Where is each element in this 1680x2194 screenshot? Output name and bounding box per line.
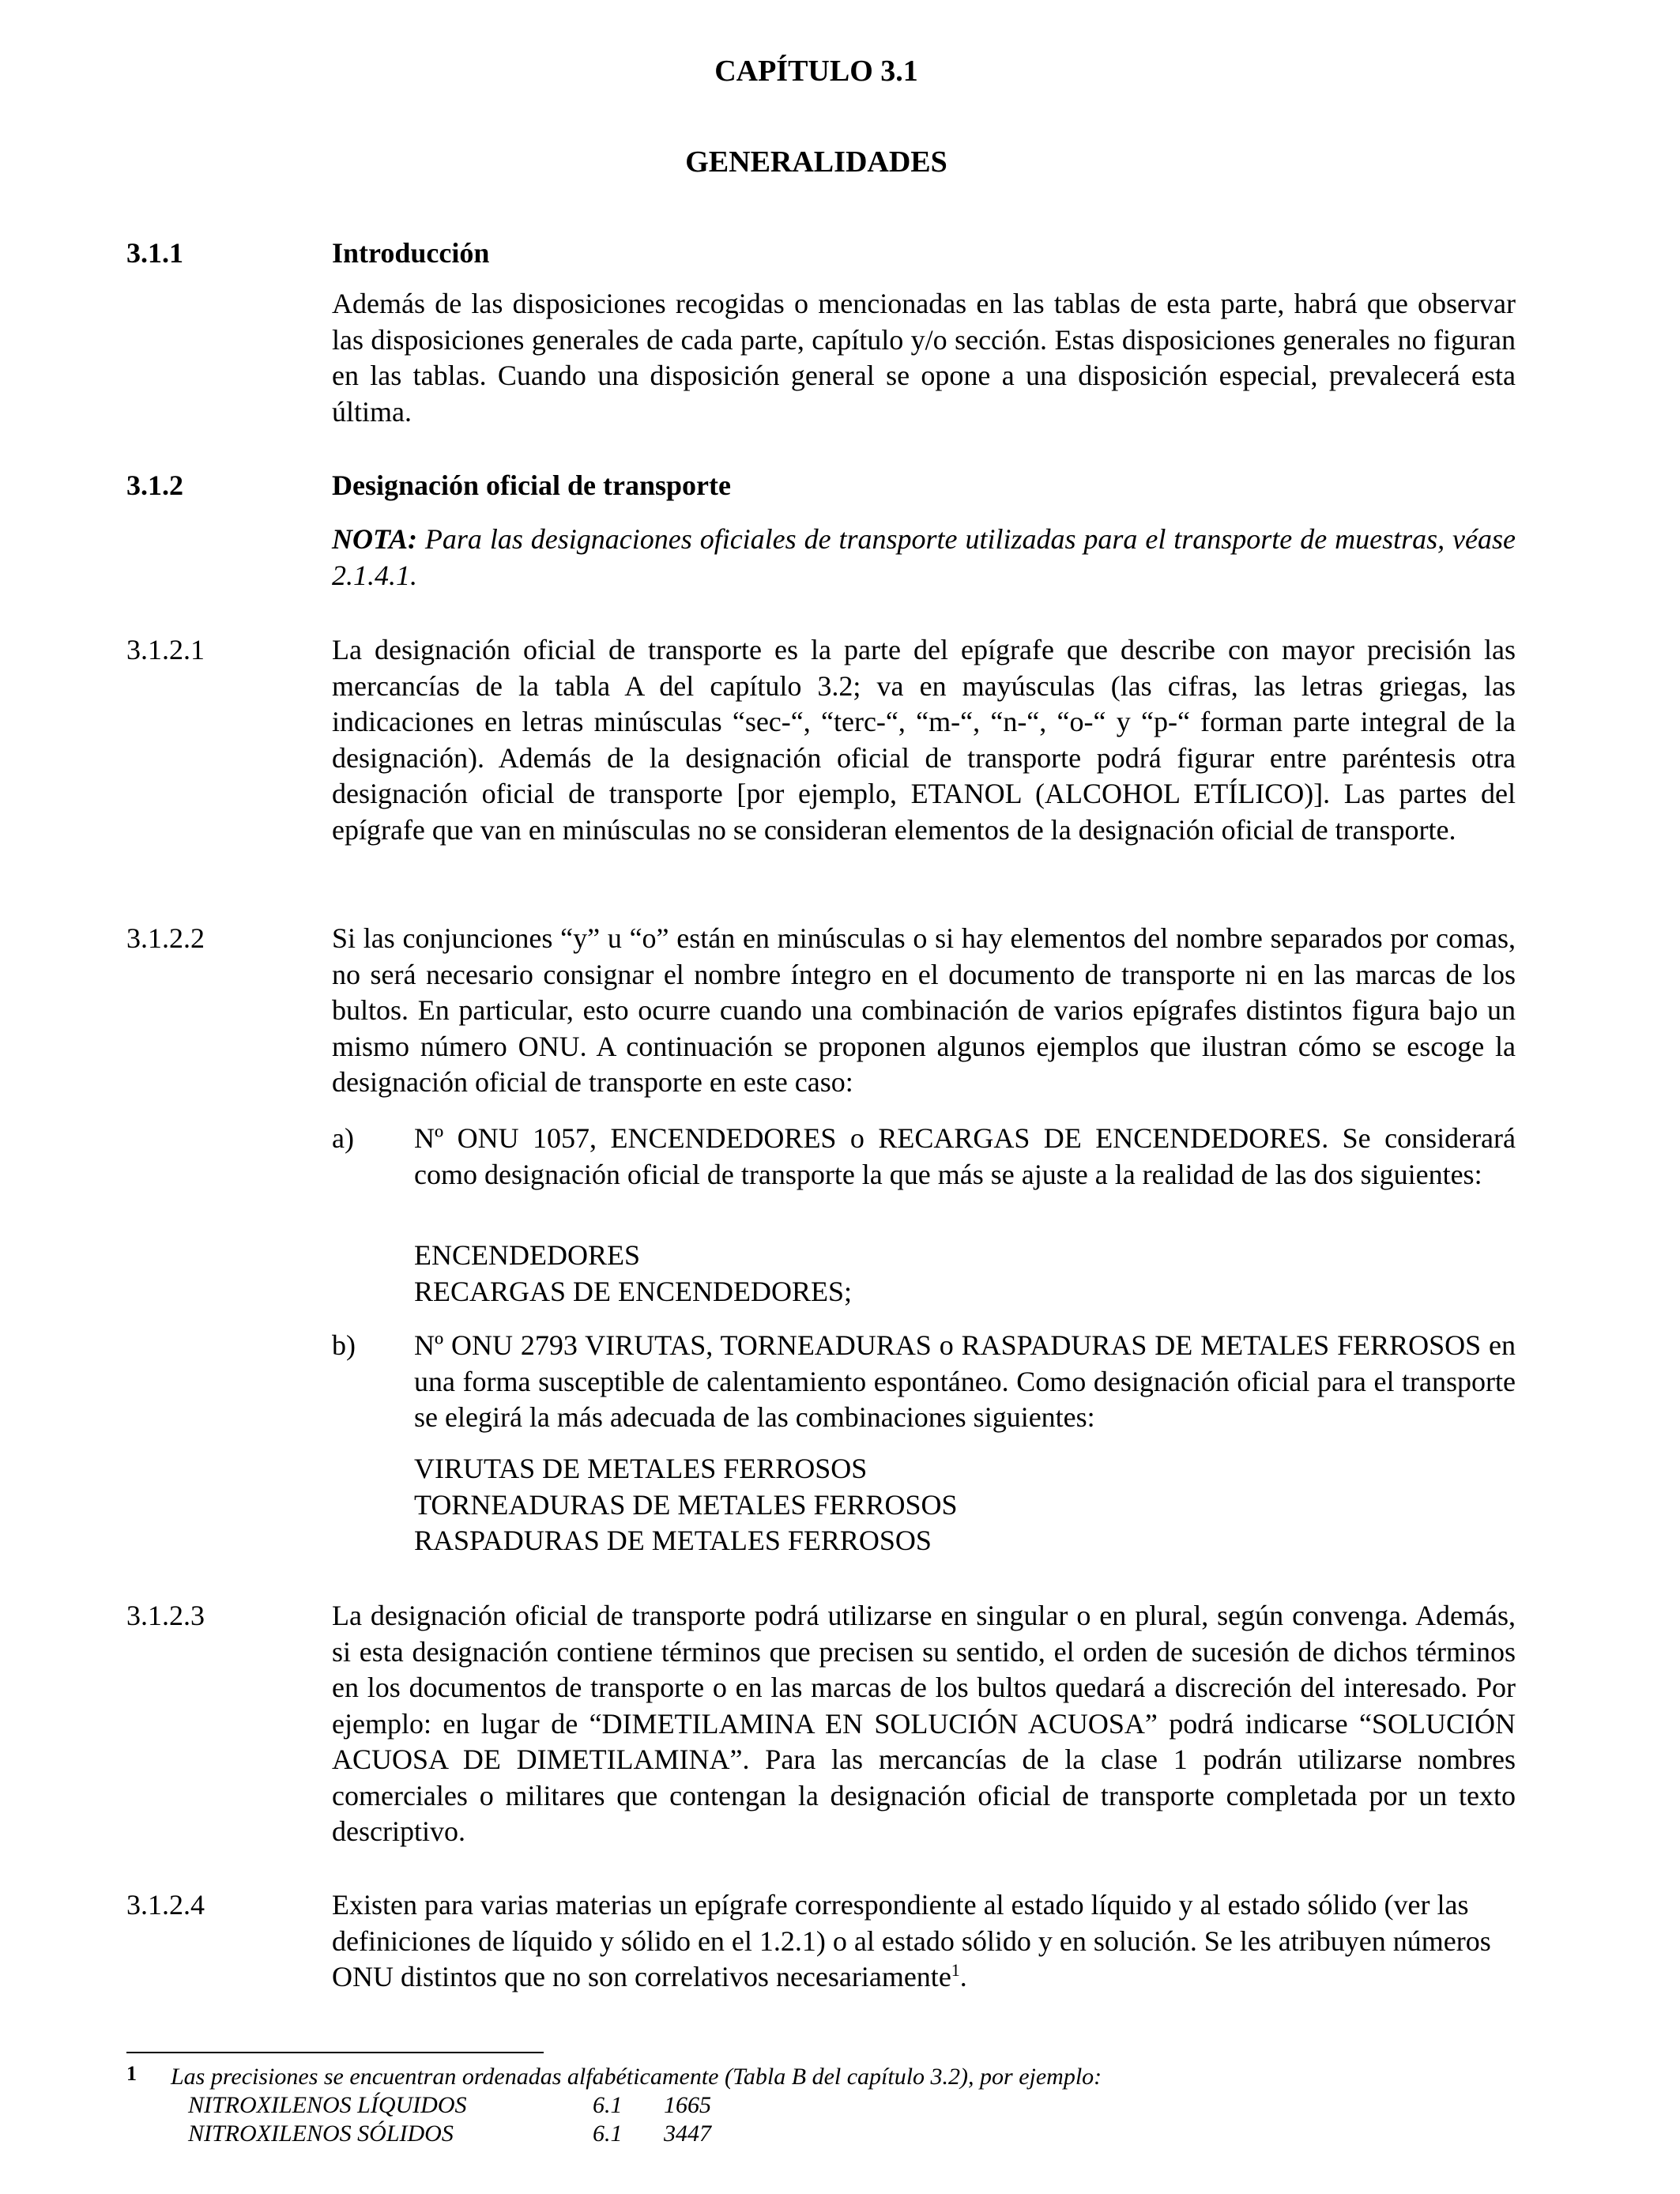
section-3-1-2-3 [126, 1598, 1516, 1850]
footnote-divider [126, 2052, 544, 2053]
section-number: 3.1.1 [126, 237, 183, 269]
list-item-a [332, 1121, 1516, 1193]
section-3-1-2-2 [126, 921, 1516, 1101]
section-heading: Introducción [332, 237, 490, 269]
footnote-table [188, 2091, 711, 2148]
table-cell: 3447 [664, 2120, 711, 2147]
example-line: RECARGAS DE ENCENDEDORES; [414, 1275, 853, 1307]
section-number: 3.1.2.2 [126, 922, 205, 954]
chapter-subtitle: GENERALIDADES [685, 145, 947, 179]
note-text: Para las designaciones oficiales de transporte utilizadas para el transporte de muestras, véase 2.1.4.1. [332, 523, 1516, 591]
footnote [126, 2063, 1549, 2148]
example-line: TORNEADURAS DE METALES FERROSOS [414, 1488, 958, 1521]
section-heading: Designación oficial de transporte [332, 469, 731, 501]
section-number: 3.1.2.1 [126, 634, 205, 665]
section-number: 3.1.2.3 [126, 1600, 205, 1631]
table-cell: 6.1 [593, 2092, 623, 2118]
paragraph: La designación oficial de transporte podrá utilizarse en singular o en plural, según convenga. Además, si esta designación contiene términos que precisen su sentido, el orden de sucesión de dichos términos en los documentos de transporte o en las marcas de los bultos quedará a discreción del interesado. Por ejemplo: en lugar de “DIMETILAMINA EN SOLUCIÓN ACUOSA” podrá indicarse “SOLUCIÓN ACUOSA DE DIMETILAMINA”. Para las mercancías de la clase 1 podrán utilizarse nombres comerciales o militares que contengan la designación oficial de transporte completada por un texto descriptivo. [332, 1600, 1516, 1847]
section-3-1-1-text [126, 286, 1516, 430]
table-row [188, 2091, 711, 2120]
list-label: b) [332, 1329, 356, 1361]
footnote-mark: 1 [126, 2062, 137, 2085]
paragraph: La designación oficial de transporte es la parte del epígrafe que describe con mayor precisión las mercancías de la tabla A del capítulo 3.2; va en mayúsculas (las cifras, las letras griegas, las indicaciones en letras minúsculas “sec-“, “terc-“, “m-“, “n-“, “o-“ y “p-“ forman parte integral de la designación). Además de la designación oficial de transporte podrá figurar entre paréntesis otra designación oficial de transporte [por ejemplo, ETANOL (ALCOHOL ETÍLICO)]. Las partes del epígrafe que van en minúsculas no se consideran elementos de la designación oficial de transporte. [332, 634, 1516, 846]
table-row [188, 2120, 711, 2148]
example-line: RASPADURAS DE METALES FERROSOS [414, 1525, 932, 1556]
table-cell: 6.1 [593, 2120, 623, 2147]
list-text: Nº ONU 1057, ENCENDEDORES o RECARGAS DE ENCENDEDORES. Se considerará como designación oficial de transporte la que más se ajuste a la realidad de las dos siguientes: [414, 1122, 1516, 1190]
section-3-1-2-1 [126, 632, 1516, 848]
example-line: VIRUTAS DE METALES FERROSOS [414, 1453, 868, 1484]
section-number: 3.1.2 [126, 469, 183, 501]
section-number: 3.1.2.4 [126, 1889, 205, 1921]
list-b-examples [414, 1451, 958, 1559]
list-text: Nº ONU 2793 VIRUTAS, TORNEADURAS o RASPADURAS DE METALES FERROSOS en una forma susceptible de calentamiento espontáneo. Como designación oficial para el transporte se elegirá la más adecuada de las combinaciones siguientes: [414, 1329, 1516, 1433]
example-line: ENCENDEDORES [414, 1239, 640, 1271]
list-a-examples [414, 1238, 852, 1310]
period: . [959, 1961, 967, 1992]
note [332, 522, 1516, 594]
table-cell: NITROXILENOS SÓLIDOS [188, 2120, 454, 2147]
paragraph: Si las conjunciones “y” u “o” están en minúsculas o si hay elementos del nombre separados por comas, no será necesario consignar el nombre íntegro en el documento de transporte ni en las marcas de los bultos. En particular, esto ocurre cuando una combinación de varios epígrafes distintos figura bajo un mismo número ONU. A continuación se proponen algunos ejemplos que ilustran cómo se escoge la designación oficial de transporte en este caso: [332, 922, 1516, 1098]
table-cell: NITROXILENOS LÍQUIDOS [188, 2092, 467, 2118]
paragraph [332, 1887, 1516, 1996]
section-3-1-2-heading-row [126, 468, 1516, 504]
paragraph: Además de las disposiciones recogidas o mencionadas en las tablas de esta parte, habrá que observar las disposiciones generales de cada parte, capítulo y/o sección. Estas disposiciones generales no figuran en las tablas. Cuando una disposición general se opone a una disposición especial, prevalecerá esta última. [332, 288, 1516, 428]
list-item-b [332, 1328, 1516, 1436]
table-cell: 1665 [664, 2092, 711, 2118]
list-label: a) [332, 1122, 354, 1154]
chapter-title: CAPÍTULO 3.1 [714, 55, 918, 88]
paragraph-text: Existen para varias materias un epígrafe correspondiente al estado líquido y al estado sólido (ver las definiciones de líquido y sólido en el 1.2.1) o al estado sólido y en solución. Se les atribuyen números ONU distintos que no son correlativos necesariamente [332, 1889, 1491, 1992]
section-3-1-2-4 [126, 1887, 1516, 1996]
section-3-1-1-heading-row [126, 236, 1516, 272]
note-label: NOTA: [332, 523, 417, 555]
footnote-text: Las precisiones se encuentran ordenadas alfabéticamente (Tabla B del capítulo 3.2), por ejemplo: [171, 2064, 1102, 2090]
footnote-reference: 1 [951, 1960, 960, 1980]
